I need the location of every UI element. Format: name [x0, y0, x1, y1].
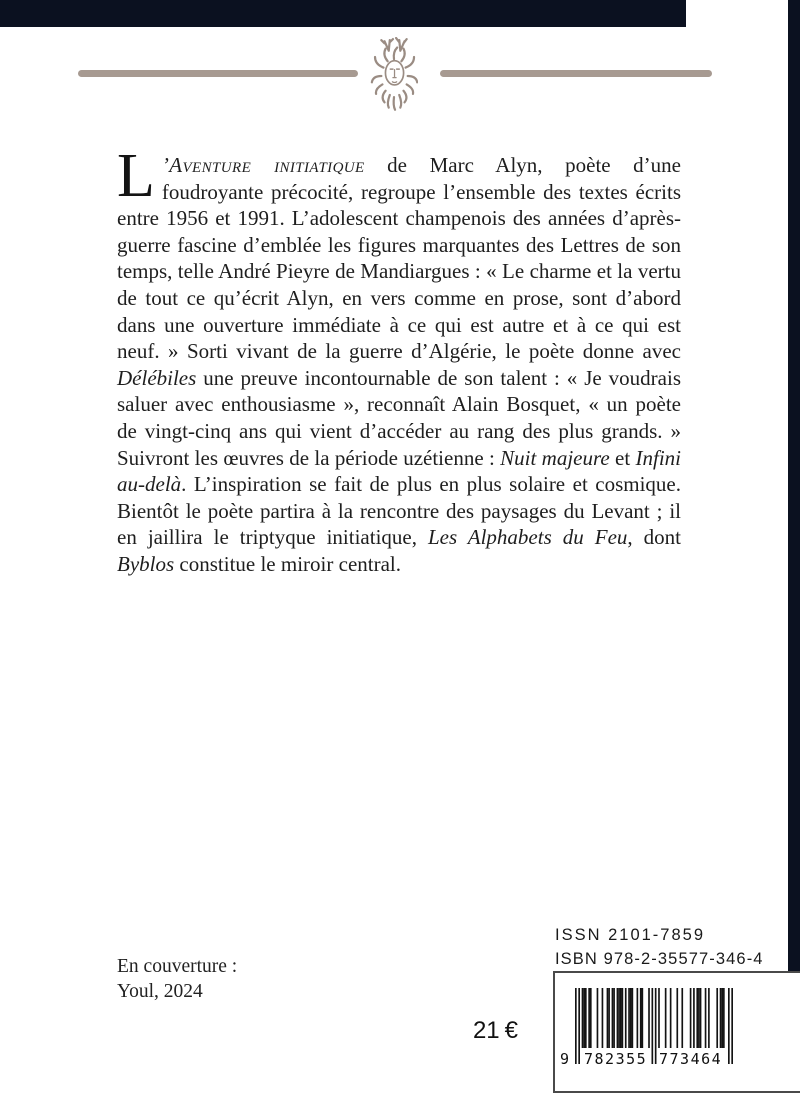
dropcap: L	[117, 142, 155, 210]
work-title-italic: Délébiles	[117, 365, 197, 390]
codes-block	[555, 924, 764, 971]
masthead-rule-left	[78, 70, 358, 77]
work-title-italic: Les Alphabets du Feu	[427, 525, 628, 550]
cover-top-band	[0, 0, 686, 27]
work-title-italic: Infini au-delà	[117, 445, 682, 497]
blurb-segment: de Marc Alyn, poète d’une foudroyante précocité, regroupe l’ensemble des textes écrits entre 1956 et 1991. L’adolescent champenois des années d’après-guerre fascine d’emblée les figures marquantes des Lettres de son temps, telle André Pieyre de Mandiargues : « Le charme et la vertu de tout ce qu’écrit Alyn, en vers comme en prose, sont d’abord dans une ouverture immédiate à ce qui est autre et à ce qui est neuf. » Sorti vivant de la guerre d’Algérie, le poète donne avec	[117, 153, 681, 364]
cover-credit	[117, 955, 237, 1004]
euro-sign: €	[504, 1017, 518, 1044]
publisher-sun-face-icon	[370, 37, 418, 115]
price-amount: 21	[472, 1017, 500, 1044]
issn-line: ISSN 2101-7859	[555, 926, 706, 944]
barcode-digits-right: 773464	[659, 1050, 723, 1068]
credit-artist: Youl, 2024	[117, 980, 203, 1002]
blurb-segment: constitue le miroir central.	[174, 551, 401, 576]
blurb-segment: et	[609, 445, 636, 470]
blurb-paragraph	[117, 142, 682, 578]
blurb-segment: une preuve incontournable de son talent : « Je voudrais saluer avec enthousiasme », reconnaît Alain Bosquet, « un poète de vingt-cinq ans qui vient d’accéder au rang des plus grands. » Suivront les œuvres de la période uzétienne :	[117, 365, 681, 470]
work-title-italic: Nuit majeure	[500, 445, 610, 470]
blurb-segment: . L’inspiration se fait de plus en plus solaire et cosmique. Bientôt le poète partira à la rencontre des paysages du Levant ; il en jaillira le triptyque initiatique,	[117, 472, 681, 550]
price	[428, 1017, 518, 1045]
blurb-segment: , dont	[627, 525, 681, 550]
cover-right-band	[788, 0, 800, 972]
barcode-box	[553, 971, 800, 1093]
barcode-digits-left: 782355	[584, 1050, 648, 1068]
masthead-rule-right	[440, 70, 712, 77]
work-title-italic: Byblos	[117, 551, 175, 576]
isbn-line: ISBN 978-2-35577-346-4	[555, 949, 764, 968]
barcode-digit-lead: 9	[560, 1050, 570, 1068]
credit-label: En couverture :	[117, 956, 238, 977]
book-title-inline: ’Aventure initiatique	[161, 153, 365, 177]
